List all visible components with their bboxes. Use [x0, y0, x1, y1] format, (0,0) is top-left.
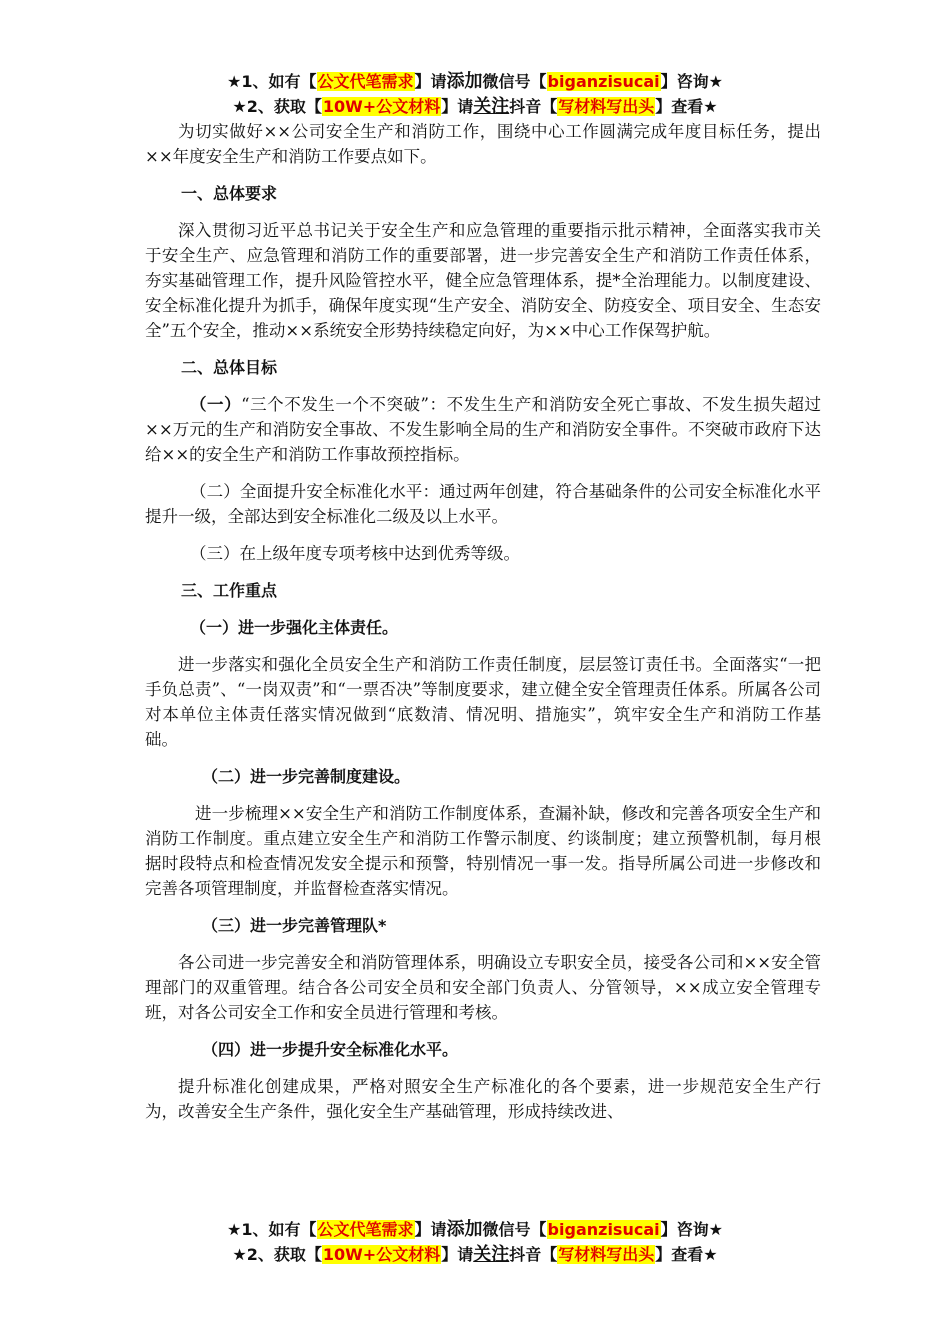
banner-line-1: ★1、如有【公文代笔需求】请添加微信号【biganzisucai】咨询★: [227, 71, 723, 92]
banner-line-2: ★2、获取【10W+公文材料】请关注抖音【写材料写出头】查看★: [232, 96, 718, 117]
subheading-4: （四）进一步提升安全标准化水平。: [202, 1040, 459, 1059]
highlight-service: 公文代笔需求: [317, 72, 414, 91]
highlight-materials: 10W+公文材料: [322, 1245, 441, 1264]
highlight-service: 公文代笔需求: [317, 1220, 414, 1239]
banner-line-1: ★1、如有【公文代笔需求】请添加微信号【biganzisucai】咨询★: [227, 1219, 723, 1240]
document-body: [145, 119, 821, 1124]
section-heading-3: 三、工作重点: [181, 581, 278, 600]
bottom-banner: [0, 1217, 950, 1267]
subheading-3: （三）进一步完善管理队*: [202, 916, 387, 935]
goal-item-1: （一）“三个不发生一个不突破”：不发生生产和消防安全死亡事故、不发生损失超过××万元的生产和消防安全事故、不发生影响全局的生产和消防安全事件。不突破市政府下达给××的安全生产和消防工作事故预控指标。: [145, 395, 822, 464]
highlight-wechat-id: biganzisucai: [547, 1220, 660, 1239]
goal-item-3: （三）在上级年度专项考核中达到优秀等级。: [190, 544, 520, 563]
top-banner: [0, 69, 950, 119]
goal-item-2: （二）全面提升安全标准化水平：通过两年创建，符合基础条件的公司安全标准化水平提升一级，全部达到安全标准化二级及以上水平。: [145, 482, 821, 526]
subheading-1: （一）进一步强化主体责任。: [190, 618, 399, 637]
paragraph-team: 各公司进一步完善安全和消防管理体系，明确设立专职安全员，接受各公司和××安全管理部门的双重管理。结合各公司安全员和安全部门负责人、分管领导，××成立安全管理专班，对各公司安全工作和安全员进行管理和考核。: [145, 953, 821, 1022]
highlight-douyin: 写材料写出头: [558, 97, 655, 116]
paragraph-responsibility: 进一步落实和强化全员安全生产和消防工作责任制度，层层签订责任书。全面落实“一把手负总责”、“一岗双责”和“一票否决”等制度要求，建立健全安全管理责任体系。所属各公司对本单位主体责任落实情况做到“底数清、情况明、措施实”，筑牢安全生产和消防工作基础。: [145, 655, 821, 749]
section-heading-1: 一、总体要求: [181, 184, 278, 203]
subheading-2: （二）进一步完善制度建设。: [202, 767, 411, 786]
banner-line-2: ★2、获取【10W+公文材料】请关注抖音【写材料写出头】查看★: [232, 1244, 718, 1265]
section-heading-2: 二、总体目标: [181, 358, 278, 377]
intro-paragraph: 为切实做好××公司安全生产和消防工作，围绕中心工作圆满完成年度目标任务，提出××年度安全生产和消防工作要点如下。: [145, 122, 821, 166]
paragraph-general-requirements: 深入贯彻习近平总书记关于安全生产和应急管理的重要指示批示精神，全面落实我市关于安全生产、应急管理和消防工作的重要部署，进一步完善安全生产和消防工作责任体系，夯实基础管理工作，提升风险管控水平，健全应急管理体系，提*全治理能力。以制度建设、安全标准化提升为抓手，确保年度实现“生产安全、消防安全、防疫安全、项目安全、生态安全”五个安全，推动××系统安全形势持续稳定向好，为××中心工作保驾护航。: [145, 221, 821, 340]
highlight-wechat-id: biganzisucai: [547, 72, 660, 91]
paragraph-standardization: 提升标准化创建成果，严格对照安全生产标准化的各个要素，进一步规范安全生产行为，改善安全生产条件，强化安全生产基础管理，形成持续改进、: [145, 1077, 821, 1121]
highlight-douyin: 写材料写出头: [558, 1245, 655, 1264]
paragraph-system: 进一步梳理××安全生产和消防工作制度体系，查漏补缺，修改和完善各项安全生产和消防工作制度。重点建立安全生产和消防工作警示制度、约谈制度；建立预警机制，每月根据时段特点和检查情况发安全提示和预警，特别情况一事一发。指导所属公司进一步修改和完善各项管理制度，并监督检查落实情况。: [145, 804, 821, 898]
highlight-materials: 10W+公文材料: [322, 97, 441, 116]
